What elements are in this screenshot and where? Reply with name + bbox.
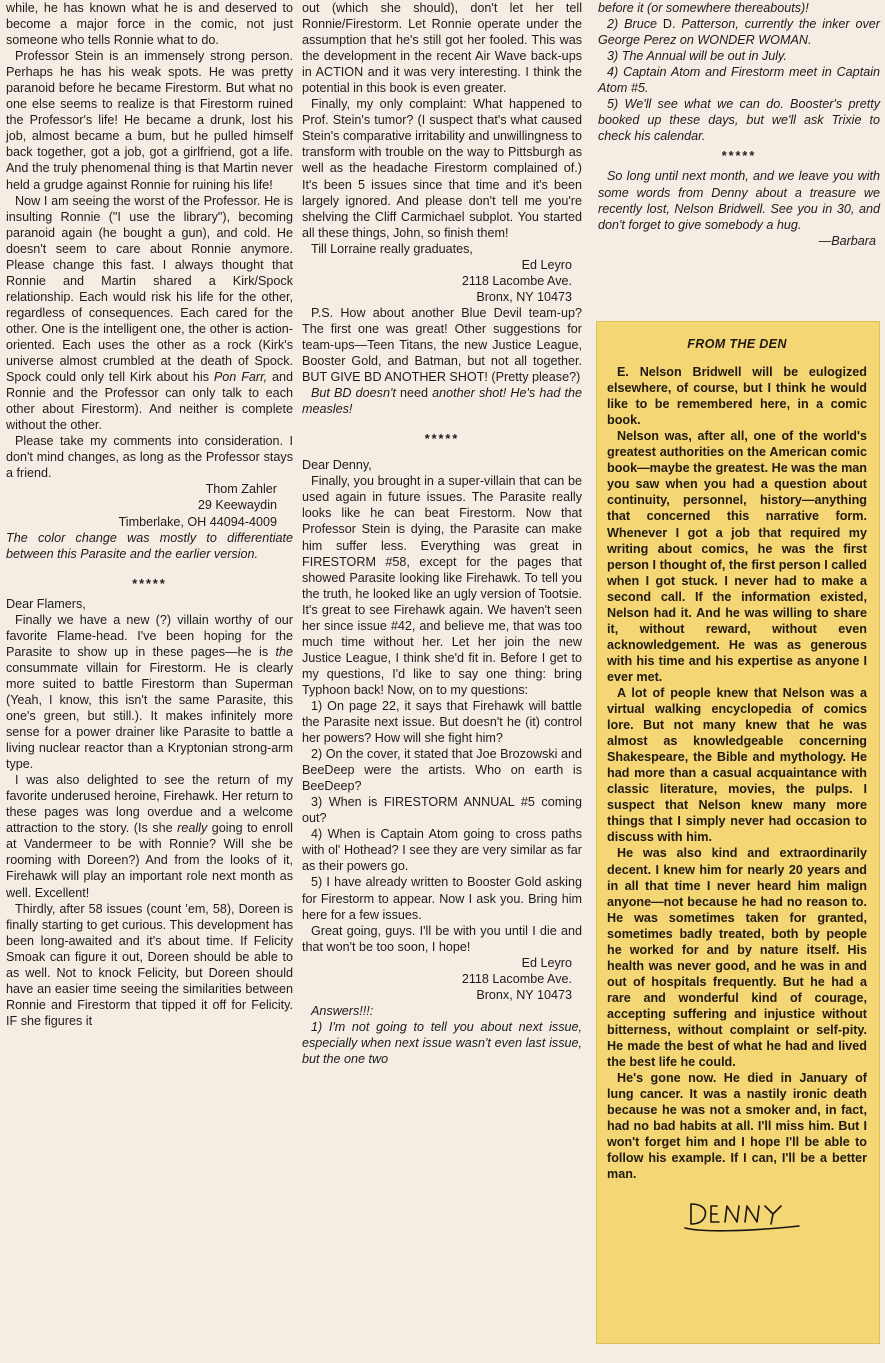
letter-paragraph: Finally, my only complaint: What happened to Prof. Stein's tumor? (I suspect that's what caused Stein's comparative irritability and unwillingness to transform with trouble on the way to Pittsburgh as well as the headache Firestorm complained of.) It's been 5 issues since that time and it's been largely ignored. And please don't tell me you're shelving the Cliff Carmichael subplot. You started all these things, John, so finish them!: [302, 97, 582, 240]
letter-paragraph: Now I am seeing the worst of the Professor. He is insulting Ronnie ("I use the library"), becoming paranoid again (he bought a gun), and cold. He doesn't seem to care about Ronnie anymore. Please change this fast. I always thought that Ronnie and Martin shared a Kirk/Spock relationship. Each would risk his life for the other, regardless of consequences. Each cared for the other. One is the intelligent one, the other is action-oriented. Each uses the other as a rock (Kirk's universe almost crumbled at the death of Spock. Spock could only tell Kirk about his Pon Farr, and Ronnie and the Professor can only talk to each other about Firestorm). And neither is complete without the other.: [6, 193, 294, 433]
letter-paragraph: Please take my comments into consideration. I don't mind changes, as long as the Professor stays a friend.: [6, 434, 293, 481]
letter-signature-name: Thom Zahler: [205, 482, 277, 497]
letter-paragraph: Great going, guys. I'll be with you until I die and that won't be too soon, I hope!: [302, 923, 582, 954]
answer-item: 1) I'm not going to tell you about next issue, especially when next issue wasn't even last issue, but the one two: [302, 1019, 582, 1066]
letter-salutation: Dear Denny,: [302, 458, 372, 473]
letter-question: 2) On the cover, it stated that Joe Brozowski and BeeDeep were the artists. Who on earth is BeeDeep?: [302, 747, 582, 794]
editor-reply: The color change was mostly to differentiate between this Parasite and the earlier version.: [6, 530, 293, 561]
from-the-den-title: FROM THE DEN: [687, 337, 787, 351]
answers-heading: Answers!!!:: [311, 1003, 374, 1018]
den-paragraph: Nelson was, after all, one of the world's greatest authorities on the American comic book—maybe the greatest. He was the man you saw when you had a question about continuity, personnel, history—anything that concerned this narrative form. Whenever I got a job that required my writing about comics, he was the first person I thought of, the first person I called when I got stuck. I never had to make a second call. If the information existed, Nelson had it. And he was willing to share it, without reward, without even acknowledgement. He was as generous with his time and his expertise as anyone I ever met.: [607, 429, 867, 684]
den-paragraph: E. Nelson Bridwell will be eulogized elsewhere, of course, but I think he would like to be remembered here, in a comic book.: [607, 365, 867, 428]
letter-paragraph: Finally we have a new (?) villain worthy of our favorite Flame-head. I've been hoping for the Parasite to show up in these pages—he is the consummate villain for Firestorm. He is clearly more suited to battle Firestorm than Superman (Yeah, I know, this isn't the same Parasite, this one's green, but still.). It makes infinitely more sense for a power drainer like Parasite to battle a living nuclear reactor than a Kryptonian strong-arm type.: [6, 612, 293, 772]
letter-paragraph: Professor Stein is an immensely strong person. Perhaps he has his weak spots. He was pretty paranoid before he became Firestorm. But what no one else seems to realize is that Firestorm ruined the Professor's life! He became a drunk, lost his job, almost became a bum, but he pulled himself back together, got a job, got a girlfriend, got a life. And the truly phenomenal thing is that Martin never held a grudge against Ronnie for ruining his life!: [6, 49, 293, 192]
letter-signature-city: Bronx, NY 10473: [476, 987, 572, 1002]
letter-signature-name: Ed Leyro: [521, 257, 572, 272]
letter-postscript: P.S. How about another Blue Devil team-up? The first one was great! Other suggestions for team-ups—Teen Titans, the new Justice League, Booster Gold, and Batman, but not all together. BUT GIVE BD ANOTHER SHOT! (Pretty please?): [302, 305, 582, 385]
from-the-den-box: [596, 321, 880, 1344]
letter-paragraph: out (which she should), don't let her tell Ronnie/Firestorm. Let Ronnie operate under the assumption that he's still got her fooled. This was the development in the recent Air Wave back-ups in ACTION and it was very interesting. I think the potential in this book is even greater.: [302, 1, 582, 96]
letter-question: 5) I have already written to Booster Gold asking for Firestorm to appear. Now I ask you. Bring him here for a few issues.: [302, 875, 582, 922]
letter-paragraph: Finally, you brought in a super-villain that can be used again in future issues. The Parasite really looks like he can beat Firestorm. Now that Professor Stein is dying, the Parasite can make him suffer less. Everything was great in FIRESTORM #58, except for the pages that showed Parasite looking like Firehawk. To tell you the truth, he looked like an ugly version of Tootsie. It's great to see Firehawk again. We haven't seen her since issue #42, and believe me, that was too much time without her. Let her join the new Justice League, I think she'd fit in. Before I get to my questions, I'd like to say one thing: bring Typhoon back! Now, on to my questions:: [302, 474, 582, 697]
letter-signature-street: 2118 Lacombe Ave.: [461, 273, 572, 288]
letter-question: 4) When is Captain Atom going to cross paths with ol' Hothead? I see they are very similar as far as their powers go.: [302, 827, 582, 874]
letter-question: 1) On page 22, it says that Firehawk will battle the Parasite next issue. But doesn't he (it) control her powers? How will she fight him?: [302, 698, 582, 746]
letters-column-3: [598, 0, 880, 249]
answer-item: 4) Captain Atom and Firestorm meet in Captain Atom #5.: [598, 65, 880, 96]
answer-item: 2) Bruce D. Patterson, currently the inker over George Perez on WONDER WOMAN.: [598, 17, 880, 48]
answer-item: 3) The Annual will be out in July.: [607, 49, 787, 64]
closing-signature: —Barbara: [818, 233, 876, 248]
letter-signature-city: Timberlake, OH 44094-4009: [118, 514, 277, 529]
letter-paragraph: while, he has known what he is and deserved to become a major force in the comic, not just someone who tells Ronnie what to do.: [6, 1, 293, 48]
closing-message: So long until next month, and we leave you with some words from Denny about a treasure we recently lost, Nelson Bridwell. See you in 30, and don't forget to give somebody a hug.: [598, 169, 880, 232]
section-divider: *****: [424, 432, 460, 447]
denny-signature: [681, 1196, 805, 1240]
letter-salutation: Dear Flamers,: [6, 596, 86, 611]
answer-item: before it (or somewhere thereabouts)!: [598, 1, 809, 15]
den-paragraph: He was also kind and extraordinarily decent. I knew him for nearly 20 years and in all that time I never heard him malign anyone—not because he had no reason to. He was sometimes taken for granted, sometimes badly treated, both by people he worked for and by nature itself. His health was never good, and he was in and out of hospitals frequently. But he had a rare and wonderful kind of courage, accepting suffering and injustice without bitterness, without complaint or self-pity. He made the best of what he had and lived the best life he could.: [607, 846, 867, 1070]
letters-column-1: [6, 0, 293, 1029]
letter-signature-street: 29 Keewaydin: [197, 498, 277, 513]
editor-reply: But BD doesn't need another shot! He's had the measles!: [302, 386, 582, 417]
answer-item: 5) We'll see what we can do. Booster's pretty booked up these days, but we'll ask Trixie to check his calendar.: [598, 97, 880, 144]
letter-paragraph: Thirdly, after 58 issues (count 'em, 58), Doreen is finally starting to get curious. This development has been long-awaited and it's about time. If Felicity Smoak can figure it out, Doreen should be able to as well. Not to knock Felicity, but Doreen should have an easier time seeing the similarities between Ronnie and Firestorm that tipped it off for Felicity. IF she figures it: [6, 901, 293, 1028]
letter-signature-street: 2118 Lacombe Ave.: [461, 971, 572, 986]
letter-signature-name: Ed Leyro: [521, 955, 572, 970]
letters-column-2: [302, 0, 582, 1067]
den-paragraph: He's gone now. He died in January of lung cancer. It was a nastily ironic death because he was not a smoker and, in fact, had no bad habits at all. I'll miss him. But I won't forget him and I hope I'll be able to follow his example. If I can, I'll be a better man.: [607, 1071, 867, 1182]
letter-paragraph: Till Lorraine really graduates,: [311, 241, 473, 256]
letter-question: 3) When is FIRESTORM ANNUAL #5 coming out?: [302, 795, 582, 826]
den-paragraph: A lot of people knew that Nelson was a virtual walking encyclopedia of comics lore. But not many knew that he was almost as knowledgeable concerning Shakespeare, the Bible and mythology. He had more than a casual acquaintance with classic literature, movies, the pulps. I suspect that Nelson knew many more things that I simply never had occasion to discuss with him.: [607, 685, 867, 845]
letter-paragraph: I was also delighted to see the return of my favorite underused heroine, Firehawk. Her return to these pages was long overdue and a welcome attraction to the story. (Is she really going to enroll at Vandermeer to be with Ronnie? Will she be rooming with Doreen?) And from the looks of it, Firehawk will play an important role next month as well. Excellent!: [6, 773, 293, 900]
section-divider: *****: [721, 149, 757, 164]
section-divider: *****: [132, 576, 167, 591]
letter-signature-city: Bronx, NY 10473: [476, 289, 572, 304]
